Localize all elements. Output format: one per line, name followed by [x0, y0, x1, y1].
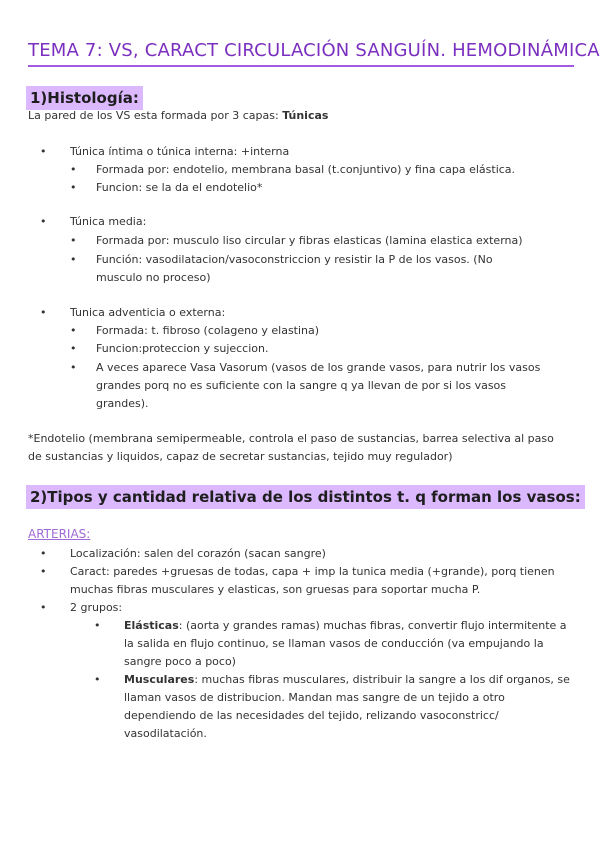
list-item: Caract: paredes +gruesas de todas, capa + imp la tunica media (+grande), porq tienen muchas fibras musculares y elasticas, son gruesas para soportar mucha P. — [70, 565, 555, 596]
musculares-label: Musculares — [124, 673, 195, 686]
bullet-icon: • — [70, 181, 77, 194]
intro-line — [28, 107, 328, 125]
elasticas-text: : (aorta y grandes ramas) muchas fibras, convertir flujo intermitente a la salida en flujo continuo, se llaman vasos de conducción (va empujando la sangre poco a poco) — [124, 619, 567, 668]
elasticas-label: Elásticas — [124, 619, 179, 632]
list-item: 2 grupos: — [70, 601, 123, 614]
list-item-adventicia: Tunica adventicia o externa: — [70, 306, 226, 319]
section-heading-histologia: 1)Histología: — [26, 86, 143, 110]
bullet-icon: • — [40, 565, 47, 578]
list-item-musculares — [124, 671, 574, 743]
bullet-icon: • — [70, 163, 77, 176]
list-item: Formada: t. fibroso (colageno y elastina) — [96, 324, 320, 337]
subheading-arterias: ARTERIAS: — [28, 527, 91, 541]
list-item: Funcion: se la da el endotelio* — [96, 181, 263, 194]
bullet-icon: • — [40, 145, 47, 158]
section-heading-tipos: 2)Tipos y cantidad relativa de los distintos t. q forman los vasos: — [26, 485, 585, 509]
bullet-icon: • — [40, 215, 47, 228]
bullet-icon: • — [40, 306, 47, 319]
intro-bold-text: Túnicas — [282, 109, 329, 122]
endotelio-note: *Endotelio (membrana semipermeable, controla el paso de sustancias, barrea selectiva al paso de sustancias y liquidos, capaz de secretar sustancias, tejido muy regulador) — [28, 432, 554, 463]
list-item: Función: vasodilatacion/vasoconstriccion y resistir la P de los vasos. (No musculo no proceso) — [96, 253, 493, 284]
bullet-icon: • — [94, 619, 101, 632]
list-item: Formada por: musculo liso circular y fibras elasticas (lamina elastica externa) — [96, 234, 523, 247]
page-title: TEMA 7: VS, CARACT CIRCULACIÓN SANGUÍN. HEMODINÁMICA — [28, 40, 574, 67]
list-item-elasticas — [124, 617, 574, 671]
list-item: Localización: salen del corazón (sacan sangre) — [70, 547, 326, 560]
bullet-icon: • — [70, 361, 77, 374]
bullet-icon: • — [40, 601, 47, 614]
bullet-icon: • — [70, 342, 77, 355]
list-item: Formada por: endotelio, membrana basal (t.conjuntivo) y fina capa elástica. — [96, 163, 516, 176]
intro-text: La pared de los VS esta formada por 3 capas: — [28, 109, 279, 122]
list-item: A veces aparece Vasa Vasorum (vasos de los grande vasos, para nutrir los vasos grandes porq no es suficiente con la sangre q ya llevan de por si los vasos grandes). — [96, 361, 541, 410]
bullet-icon: • — [94, 673, 101, 686]
bullet-icon: • — [40, 547, 47, 560]
bullet-icon: • — [70, 234, 77, 247]
list-item: Funcion:proteccion y sujeccion. — [96, 342, 269, 355]
bullet-icon: • — [70, 253, 77, 266]
bullet-icon: • — [70, 324, 77, 337]
list-item-media: Túnica media: — [70, 215, 147, 228]
musculares-text: : muchas fibras musculares, distribuir la sangre a los dif organos, se llaman vasos de distribucion. Mandan mas sangre de un tejido a otro dependiendo de las necesidades del tejido, relizando vasoconstricc/ vasodilatación. — [124, 673, 570, 740]
list-item-intima: Túnica íntima o túnica interna: +interna — [70, 145, 290, 158]
